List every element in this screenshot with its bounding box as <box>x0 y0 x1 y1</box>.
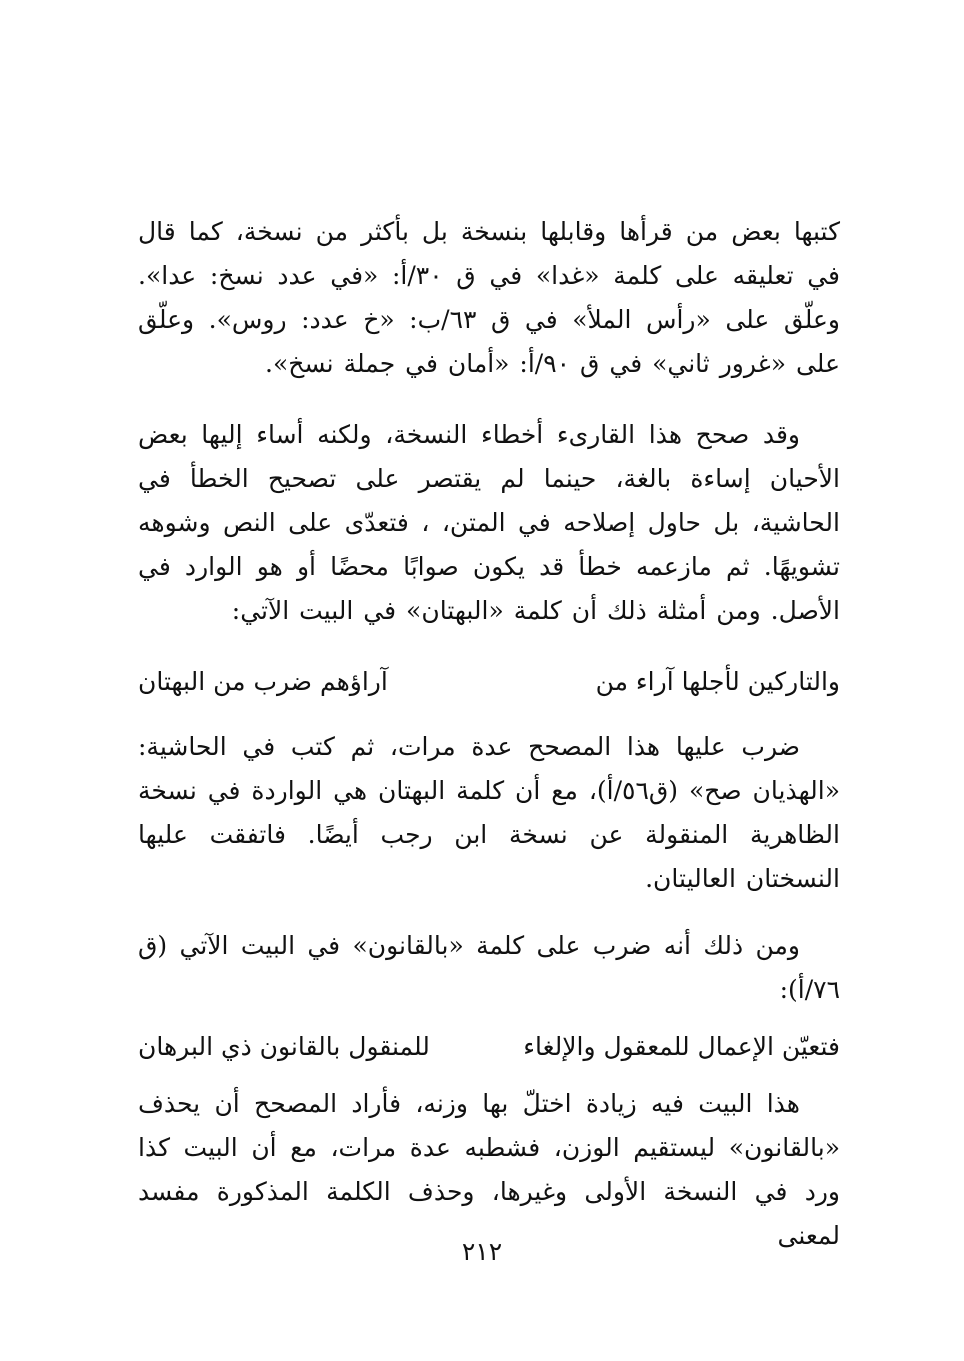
page-number: ٢١٢ <box>461 1237 503 1266</box>
verse-first-hemistich: فتعيّن الإعمال للمعقول والإلغاء <box>523 1032 840 1061</box>
paragraph-reader-corrections: وقد صحح هذا القارىء أخطاء النسخة، ولكنه أساء إليها بعض الأحيان إساءة بالغة، حينما لم يقتصر على تصحيح الخطأ في الحاشية، بل حاول إصلاحه في المتن، ، فتعدّى على النص وشوهه تشويهًا. ثم مازعمه خطأ قد يكون صوابًا محضًا أو هو الوارد في الأصل. ومن أمثلة ذلك أن كلمة «البهتان» في البيت الآتي: <box>138 420 840 625</box>
paragraph-qanun-intro: ومن ذلك أنه ضرب على كلمة «بالقانون» في البيت الآتي (ق ٧٦/أ): <box>138 931 840 1004</box>
verse-qanun <box>138 1025 840 1069</box>
paragraph-hadhayan-note: ضرب عليها هذا المصحح عدة مرات، ثم كتب في الحاشية: «الهذيان صح» (ق٥٦/أ)، مع أن كلمة البهتان هي الواردة في نسخة الظاهرية المنقولة عن نسخة ابن رجب أيضًا. فاتفقت عليها النسختان العاليتان. <box>138 732 840 893</box>
verse-second-hemistich: آراؤهم ضرب من البهتان <box>138 667 388 696</box>
verse-second-hemistich: للمنقول بالقانون ذي البرهان <box>138 1032 430 1061</box>
verse-bahtan <box>138 660 840 704</box>
paragraph-meter-note: هذا البيت فيه زيادة اختلّ بها وزنه، فأراد المصحح أن يحذف «بالقانون» ليستقيم الوزن، فشطبه عدة مرات، مع أن البيت كذا ورد في النسخة الأولى وغيرها، وحذف الكلمة المذكورة مفسد لمعنى <box>138 1089 840 1250</box>
paragraph-manuscript-comments: كتبها بعض من قرأها وقابلها بنسخة بل بأكثر من نسخة، كما قال في تعليقه على كلمة «غدا» في ق ٣٠/أ: «في عدد نسخ: عدا». وعلّق على «رأس الملأ» في ق ٦٣/ب: «خ عدد: روس». وعلّق على «غرور ثاني» في ق ٩٠/أ: «أمان في جملة نسخ». <box>138 217 841 378</box>
verse-first-hemistich: والتاركين لأجلها آراء من <box>595 667 840 696</box>
